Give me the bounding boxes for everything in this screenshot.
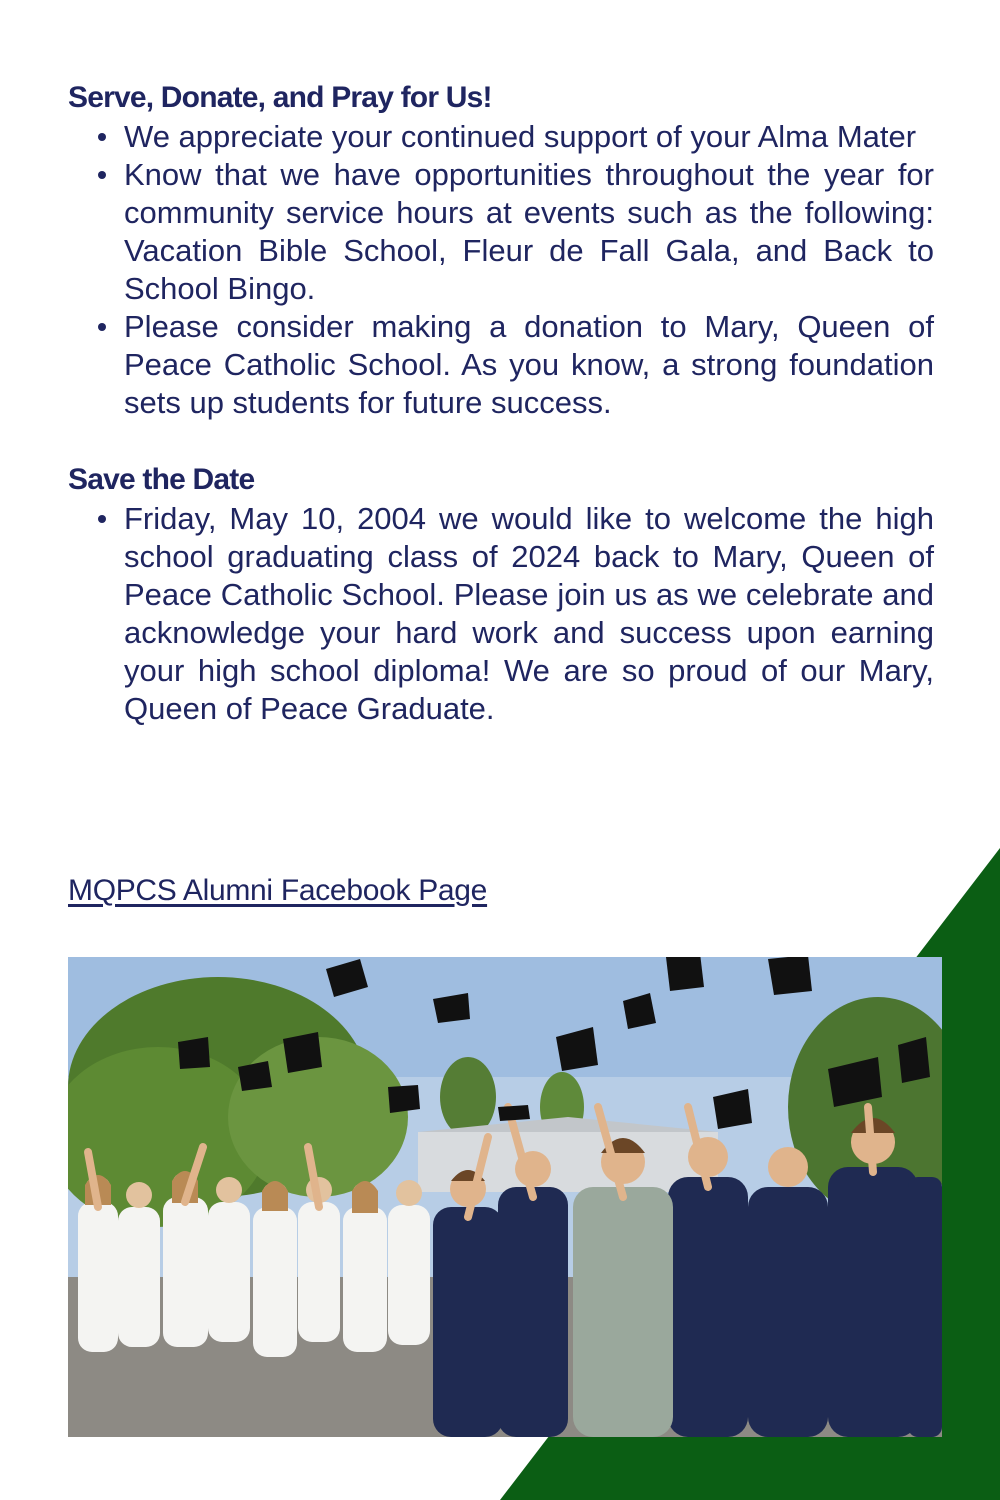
section-heading-serve: Serve, Donate, and Pray for Us! (68, 81, 492, 114)
list-item: Friday, May 10, 2004 we would like to welcome the high school graduating class of 2024 back to Mary, Queen of Peace Catholic School. Please join us as we celebrate and acknowledge your hard work and success upon earning your high school diploma! We are so proud of our Mary, Queen of Peace Graduate. (124, 501, 934, 726)
list-item: Please consider making a donation to Mary, Queen of Peace Catholic School. As you know, a strong foundation sets up students for future success. (124, 309, 934, 420)
graduation-photo (68, 957, 942, 1437)
graduation-photo-illustration (68, 957, 942, 1437)
list-item: Know that we have opportunities throughout the year for community service hours at events such as the following: Vacation Bible School, Fleur de Fall Gala, and Back to School Bingo. (124, 157, 934, 306)
main-content (68, 78, 934, 728)
section-heading-save-date: Save the Date (68, 463, 255, 496)
serve-list (68, 118, 934, 422)
list-item: We appreciate your continued support of your Alma Mater (124, 118, 934, 156)
facebook-page-link[interactable]: MQPCS Alumni Facebook Page (68, 874, 488, 907)
save-date-list (68, 500, 934, 728)
